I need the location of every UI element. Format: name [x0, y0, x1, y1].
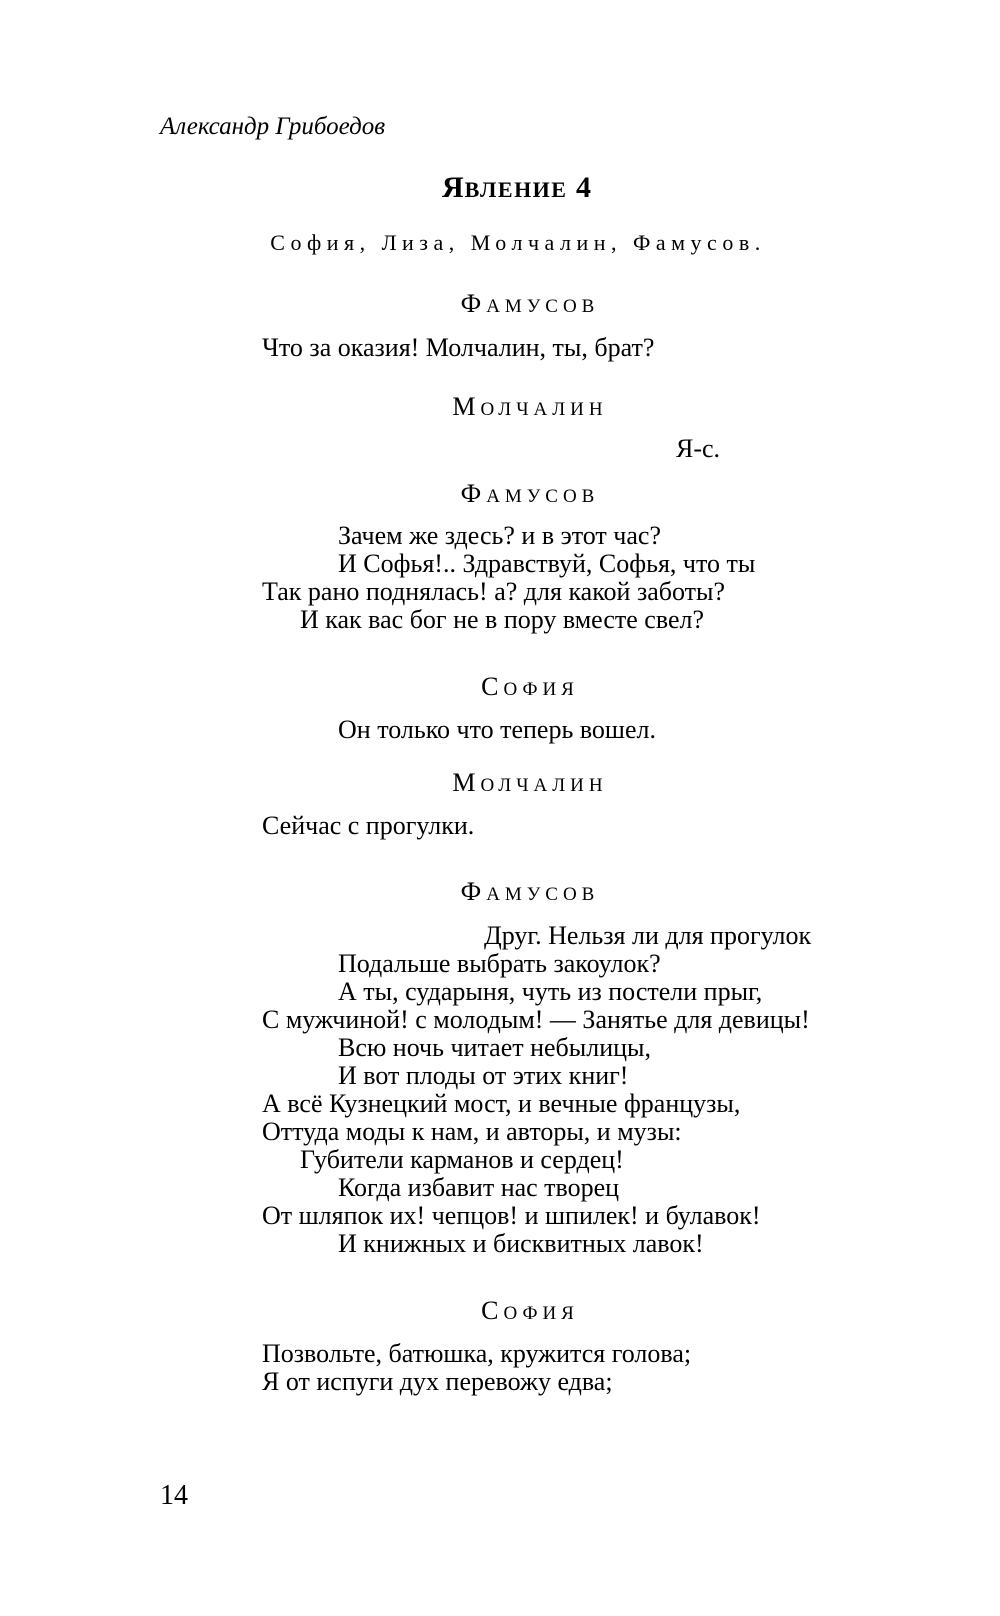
- verse-line: Подальше выбрать закоулок?: [338, 949, 661, 978]
- verse-line: Что за оказия! Молчалин, ты, брат?: [262, 333, 655, 362]
- speaker-initial: М: [452, 768, 481, 797]
- speaker-name: [0, 394, 1000, 420]
- speaker-name: [0, 481, 1000, 507]
- verse-line: Я-с.: [676, 434, 721, 463]
- speaker-initial: С: [481, 672, 504, 701]
- verse-line: Сейчас с прогулки.: [262, 811, 475, 840]
- speaker-rest: АМУСОВ: [486, 486, 600, 507]
- page-number: 14: [160, 1480, 188, 1511]
- scene-number: 4: [575, 171, 592, 204]
- speaker-initial: Ф: [460, 479, 487, 508]
- speaker-name: [0, 291, 1000, 317]
- verse-line: Позвольте, батюшка, кружится голова;: [262, 1339, 692, 1368]
- verse-line: И книжных и бисквитных лавок!: [338, 1229, 704, 1258]
- speaker-initial: Ф: [460, 877, 487, 906]
- verse-line: Зачем же здесь? и в этот час?: [338, 521, 661, 550]
- speaker-initial: М: [452, 392, 481, 421]
- speaker-initial: С: [481, 1296, 504, 1325]
- verse-line: Друг. Нельзя ли для прогулок: [484, 921, 812, 950]
- scene-title: [0, 173, 1000, 203]
- speaker-rest: АМУСОВ: [486, 296, 600, 317]
- verse-line: И Софья!.. Здравствуй, Софья, что ты: [338, 549, 756, 578]
- verse-line: Всю ночь читает небылицы,: [338, 1033, 652, 1062]
- scene-characters: София, Лиза, Молчалин, Фамусов.: [270, 230, 766, 255]
- scene-title-initial: Я: [442, 171, 465, 204]
- speaker-rest: ОФИЯ: [503, 679, 579, 700]
- speaker-name: [0, 770, 1000, 796]
- speaker-initial: Ф: [460, 289, 487, 318]
- verse-line: С мужчиной! с молодым! — Занятье для девицы!: [262, 1005, 810, 1034]
- speaker-rest: ОЛЧАЛИН: [480, 399, 608, 420]
- speaker-rest: ОФИЯ: [503, 1303, 579, 1324]
- verse-line: Губители карманов и сердец!: [300, 1145, 624, 1174]
- verse-line: Когда избавит нас творец: [338, 1173, 620, 1202]
- speaker-name: [0, 674, 1000, 700]
- speaker-rest: АМУСОВ: [486, 884, 600, 905]
- verse-line: Он только что теперь вошел.: [338, 715, 656, 744]
- scene-title-rest: ВЛЕНИЕ: [464, 177, 568, 202]
- verse-line: А всё Кузнецкий мост, и вечные французы,: [262, 1089, 741, 1118]
- running-head: Александр Грибоедов: [160, 113, 386, 140]
- verse-line: Оттуда моды к нам, и авторы, и музы:: [262, 1117, 682, 1146]
- verse-line: От шляпок их! чепцов! и шпилек! и булавок!: [262, 1201, 761, 1230]
- verse-line: И как вас бог не в пору вместе свел?: [300, 605, 705, 634]
- speaker-name: [0, 1298, 1000, 1324]
- speaker-name: [0, 879, 1000, 905]
- verse-line: А ты, сударыня, чуть из постели прыг,: [338, 977, 763, 1006]
- speaker-rest: ОЛЧАЛИН: [480, 775, 608, 796]
- verse-line: Так рано поднялась! а? для какой заботы?: [262, 577, 726, 606]
- verse-line: Я от испуги дух перевожу едва;: [262, 1367, 613, 1396]
- verse-line: И вот плоды от этих книг!: [338, 1061, 629, 1090]
